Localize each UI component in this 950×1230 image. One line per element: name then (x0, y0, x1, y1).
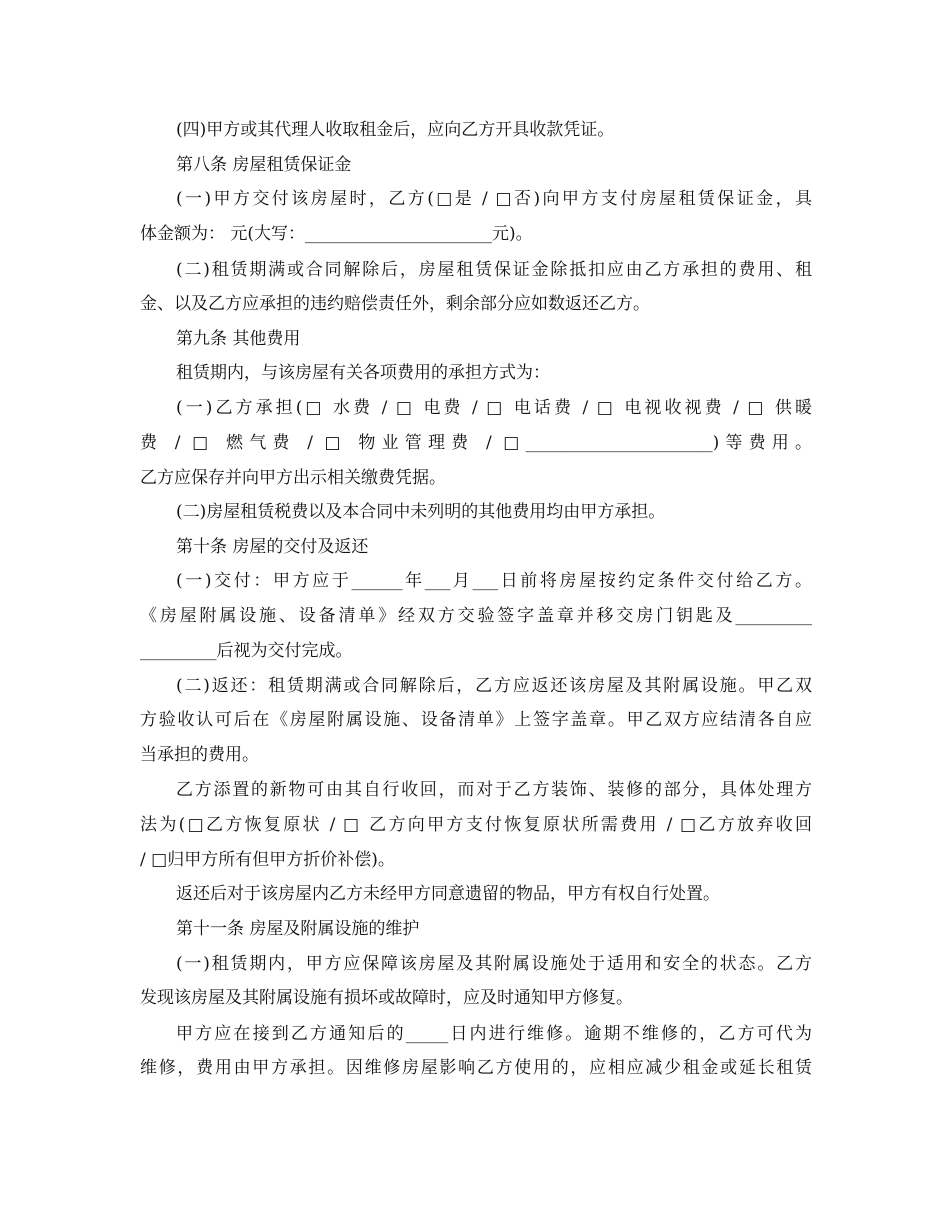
paragraph-line: 法为(□乙方恢复原状 / □ 乙方向甲方支付恢复原状所需费用 / □乙方放弃收回 (140, 815, 812, 835)
paragraph-line: 当承担的费用。 (140, 745, 259, 765)
paragraph-line: (一)甲方交付该房屋时，乙方(□是 / □否)向甲方支付房屋租赁保证金，具 (176, 189, 812, 209)
section-heading: 第十一条 房屋及附属设施的维护 (176, 919, 420, 939)
section-heading: 第九条 其他费用 (176, 329, 301, 349)
paragraph-line: (一)乙方承担(□ 水费 / □ 电费 / □ 电话费 / □ 电视收视费 / □ 供暖 (176, 398, 812, 418)
paragraph-line: / □归甲方所有但甲方折价补偿)。 (140, 850, 395, 870)
paragraph-line: (二)租赁期满或合同解除后，房屋租赁保证金除抵扣应由乙方承担的费用、租 (176, 260, 812, 280)
paragraph-line: 金、以及乙方应承担的违约赔偿责任外，剩余部分应如数返还乙方。 (140, 294, 650, 314)
paragraph-line: (一)交付：甲方应于______年___月___日前将房屋按约定条件交付给乙方。 (176, 571, 812, 591)
paragraph-line: 维修，费用由甲方承担。因维修房屋影响乙方使用的，应相应减少租金或延长租赁 (140, 1058, 812, 1078)
paragraph-line: (四)甲方或其代理人收取租金后，应向乙方开具收款凭证。 (176, 120, 615, 140)
paragraph-line: 方验收认可后在《房屋附属设施、设备清单》上签字盖章。甲乙双方应结清各自应 (140, 710, 812, 730)
paragraph-line: 费 / □ 燃气费 / □ 物业管理费 / □______________________)等费用。 (140, 433, 812, 453)
paragraph-line: 发现该房屋及其附属设施有损坏或故障时，应及时通知甲方修复。 (140, 988, 633, 1008)
section-heading: 第八条 房屋租赁保证金 (176, 155, 352, 175)
paragraph-line: 《房屋附属设施、设备清单》经双方交验签字盖章并移交房门钥匙及_________ (140, 606, 812, 626)
paragraph-line: 乙方添置的新物可由其自行收回，而对于乙方装饰、装修的部分，具体处理方 (176, 780, 812, 800)
paragraph-line: 体金额为： 元(大写：______________________元)。 (140, 224, 533, 244)
paragraph-line: 甲方应在接到乙方通知后的_____日内进行维修。逾期不维修的，乙方可代为 (176, 1024, 812, 1044)
paragraph-line: (二)返还：租赁期满或合同解除后，乙方应返还该房屋及其附属设施。甲乙双 (176, 676, 812, 696)
paragraph-line: _________后视为交付完成。 (140, 641, 353, 661)
paragraph-line: 租赁期内，与该房屋有关各项费用的承担方式为： (176, 363, 550, 383)
paragraph-line: (一)租赁期内，甲方应保障该房屋及其附属设施处于适用和安全的状态。乙方 (176, 954, 812, 974)
paragraph-line: (二)房屋租赁税费以及本合同中未列明的其他费用均由甲方承担。 (176, 502, 666, 522)
paragraph-line: 乙方应保存并向甲方出示相关缴费凭据。 (140, 468, 446, 488)
paragraph-line: 返还后对于该房屋内乙方未经甲方同意遗留的物品，甲方有权自行处置。 (176, 884, 720, 904)
section-heading: 第十条 房屋的交付及返还 (176, 537, 369, 557)
